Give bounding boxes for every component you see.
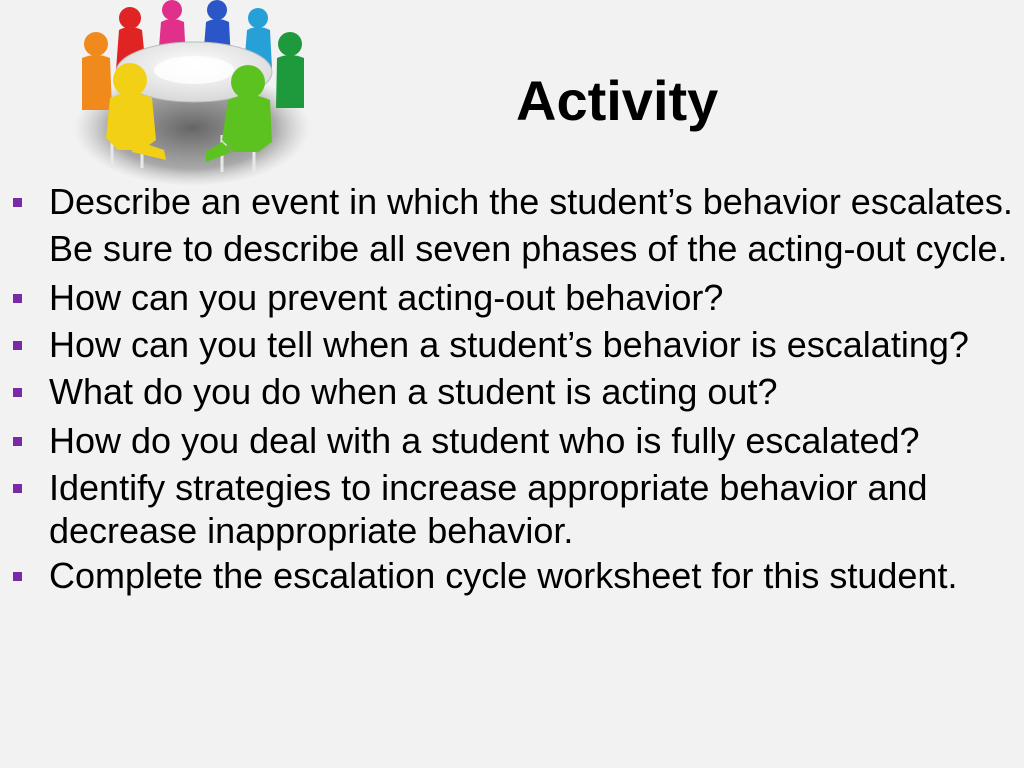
square-bullet-icon <box>13 572 22 581</box>
bullet-text: Identify strategies to increase appropriate behavior and decrease inappropriate behavior. <box>49 467 928 551</box>
square-bullet-icon <box>13 294 22 303</box>
bullet-text: What do you do when a student is acting out? <box>49 371 778 412</box>
slide-title: Activity <box>516 69 719 132</box>
list-item <box>0 274 1024 321</box>
group-meeting-round-table-icon <box>72 0 317 186</box>
list-item <box>0 417 1024 464</box>
list-item <box>0 368 1024 415</box>
square-bullet-icon <box>13 388 22 397</box>
bullet-text: How can you tell when a student’s behavior is escalating? <box>49 324 969 365</box>
list-item <box>0 554 1024 597</box>
square-bullet-icon <box>13 341 22 350</box>
bullet-list <box>0 178 1024 599</box>
bullet-text: How do you deal with a student who is fully escalated? <box>49 420 920 461</box>
bullet-text: How can you prevent acting-out behavior? <box>49 277 724 318</box>
list-item <box>0 178 1024 272</box>
square-bullet-icon <box>13 437 22 446</box>
list-item <box>0 323 1024 366</box>
square-bullet-icon <box>13 484 22 493</box>
square-bullet-icon <box>13 198 22 207</box>
bullet-text: Describe an event in which the student’s behavior escalates. Be sure to describe all seven phases of the acting-out cycle. <box>49 181 1013 269</box>
list-item <box>0 466 1024 552</box>
bullet-text: Complete the escalation cycle worksheet for this student. <box>49 555 958 596</box>
